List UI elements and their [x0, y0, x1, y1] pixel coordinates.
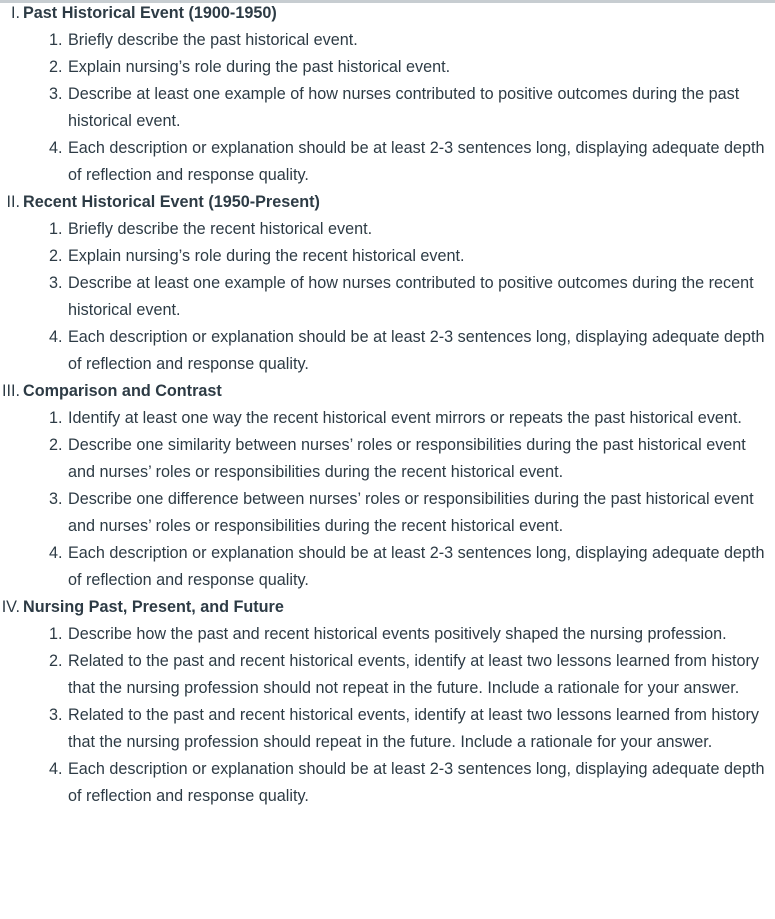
list-item [0, 324, 775, 378]
section-nursing-past-present-future [0, 594, 775, 810]
section-numeral: I. [11, 4, 20, 22]
list-item [0, 216, 775, 243]
list-item [0, 81, 775, 135]
item-number: 1. [49, 409, 63, 427]
item-number: 3. [49, 490, 63, 508]
item-text: Related to the past and recent historical events, identify at least two lessons learned from history that the nursing profession should repeat in the future. Include a rationale for your answer. [68, 706, 760, 751]
section-recent-historical-event [0, 189, 775, 378]
section-title: Comparison and Contrast [23, 382, 222, 400]
section-heading [0, 0, 775, 27]
item-number: 2. [49, 247, 63, 265]
item-number: 4. [49, 139, 63, 157]
list-item [0, 243, 775, 270]
list-item [0, 270, 775, 324]
section-comparison-and-contrast [0, 378, 775, 594]
item-text: Describe one difference between nurses’ roles or responsibilities during the past historical event and nurses’ roles or responsibilities during the recent historical event. [68, 490, 754, 535]
section-title: Recent Historical Event (1950-Present) [23, 193, 320, 211]
item-text: Identify at least one way the recent historical event mirrors or repeats the past historical event. [68, 409, 742, 427]
list-item [0, 756, 775, 810]
item-text: Describe at least one example of how nurses contributed to positive outcomes during the past historical event. [68, 85, 740, 130]
item-text: Explain nursing’s role during the recent historical event. [68, 247, 465, 265]
list-item [0, 648, 775, 702]
list-item [0, 621, 775, 648]
item-text: Describe at least one example of how nurses contributed to positive outcomes during the recent historical event. [68, 274, 754, 319]
item-text: Each description or explanation should be at least 2-3 sentences long, displaying adequate depth of reflection and response quality. [68, 760, 765, 805]
section-numeral: IV. [1, 598, 20, 616]
requirement-list [0, 216, 775, 378]
list-item [0, 432, 775, 486]
section-heading [0, 189, 775, 216]
item-number: 4. [49, 328, 63, 346]
section-numeral: III. [2, 382, 20, 400]
list-item [0, 540, 775, 594]
item-number: 3. [49, 706, 63, 724]
list-item [0, 54, 775, 81]
list-item [0, 702, 775, 756]
section-title: Nursing Past, Present, and Future [23, 598, 284, 616]
requirement-list [0, 405, 775, 594]
item-text: Briefly describe the past historical event. [68, 31, 358, 49]
item-number: 4. [49, 544, 63, 562]
section-title: Past Historical Event (1900-1950) [23, 4, 277, 22]
item-text: Briefly describe the recent historical event. [68, 220, 373, 238]
section-past-historical-event [0, 0, 775, 189]
item-number: 1. [49, 31, 63, 49]
requirement-list [0, 621, 775, 810]
section-heading [0, 378, 775, 405]
list-item [0, 135, 775, 189]
list-item [0, 27, 775, 54]
item-number: 3. [49, 85, 63, 103]
list-item [0, 486, 775, 540]
item-text: Describe one similarity between nurses’ roles or responsibilities during the past historical event and nurses’ roles or responsibilities during the recent historical event. [68, 436, 746, 481]
item-text: Related to the past and recent historical events, identify at least two lessons learned from history that the nursing profession should not repeat in the future. Include a rationale for your answer. [68, 652, 760, 697]
item-text: Each description or explanation should be at least 2-3 sentences long, displaying adequate depth of reflection and response quality. [68, 328, 765, 373]
item-number: 3. [49, 274, 63, 292]
item-text: Explain nursing’s role during the past historical event. [68, 58, 451, 76]
item-number: 4. [49, 760, 63, 778]
list-item [0, 405, 775, 432]
item-number: 2. [49, 652, 63, 670]
item-text: Each description or explanation should be at least 2-3 sentences long, displaying adequate depth of reflection and response quality. [68, 544, 765, 589]
section-numeral: II. [6, 193, 20, 211]
item-number: 2. [49, 58, 63, 76]
item-number: 2. [49, 436, 63, 454]
requirement-list [0, 27, 775, 189]
item-number: 1. [49, 220, 63, 238]
item-number: 1. [49, 625, 63, 643]
section-heading [0, 594, 775, 621]
item-text: Describe how the past and recent historical events positively shaped the nursing profession. [68, 625, 727, 643]
item-text: Each description or explanation should be at least 2-3 sentences long, displaying adequate depth of reflection and response quality. [68, 139, 765, 184]
